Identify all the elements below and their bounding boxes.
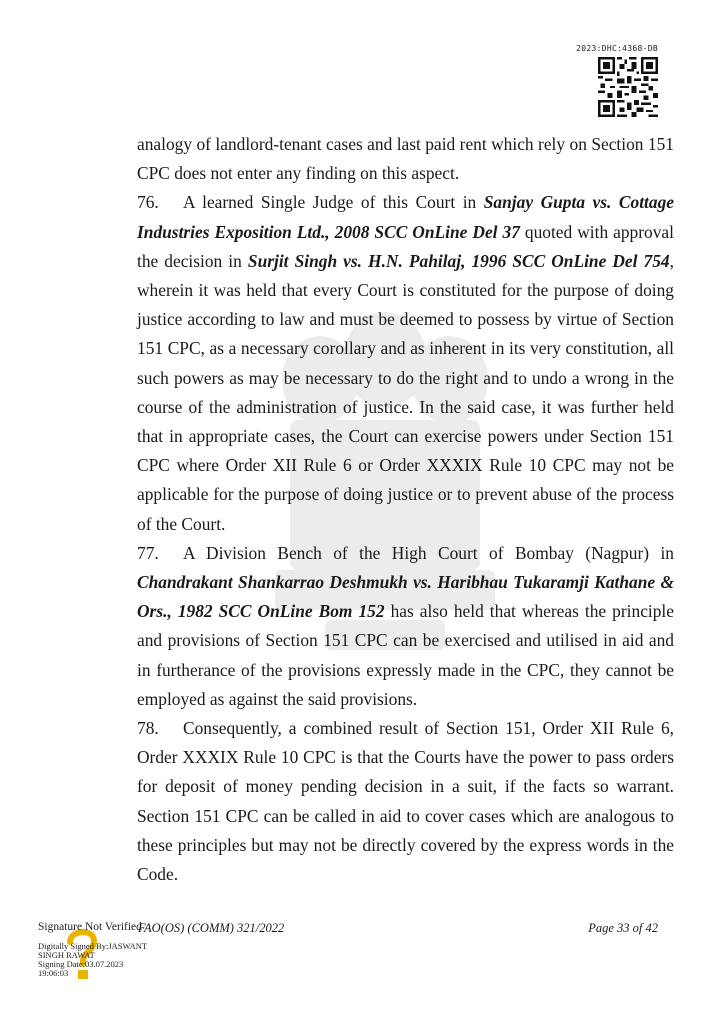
paragraph-continuation <box>137 130 674 188</box>
segment: quoted with approval the decision in <box>137 221 674 271</box>
signature-details <box>38 942 147 978</box>
paragraph-78 <box>137 714 674 889</box>
paragraph-number: 78. <box>137 718 159 739</box>
signature-line: 19:06:03 <box>38 968 69 978</box>
signature-line: Digitally Signed By:JASWANT <box>38 941 148 951</box>
paragraph-76 <box>137 188 674 538</box>
case-citation: Sanjay Gupta vs. Cottage Industries Exposition Ltd., 2008 SCC OnLine Del 37 <box>137 192 674 242</box>
judgment-body <box>137 130 674 889</box>
case-citation: Surjit Singh vs. H.N. Pahilaj, 1996 SCC OnLine Del 754 <box>247 250 670 271</box>
segment: has also held that whereas the principle and provisions of Section 151 CPC can be exercised and utilised in aid and in furtherance of the provisions expressly made in the CPC, they cannot be employed as against the said provisions. <box>137 601 674 709</box>
segment: analogy of landlord-tenant cases and last paid rent which rely on Section 151 CPC does not enter any finding on this aspect. <box>137 134 674 184</box>
paragraph-number: 76. <box>137 192 159 213</box>
signature-line: SINGH RAWAT <box>38 950 95 960</box>
qr-code-icon <box>598 57 658 117</box>
signature-line: Signing Date:03.07.2023 <box>38 959 124 969</box>
page-footer <box>0 921 720 981</box>
paragraph-number: 77. <box>137 542 159 563</box>
segment: , wherein it was held that every Court is constituted for the purpose of doing justice according to law and must be deemed to possess by virtue of Section 151 CPC, as a necessary corollary and as inherent in its very constitution, all such powers as may be necessary to do the right and to undo a wrong in the course of the administration of justice. In the said case, it was further held that in appropriate cases, the Court can exercise powers under Section 151 CPC where Order XII Rule 6 or Order XXXIX Rule 10 CPC may not be applicable for the purpose of doing justice or to prevent abuse of the process of the Court. <box>137 250 674 534</box>
case-citation: Chandrakant Shankarrao Deshmukh vs. Haribhau Tukaramji Kathane & Ors., 1982 SCC OnLine Bom 152 <box>137 572 674 622</box>
paragraph-77 <box>137 539 674 714</box>
neutral-citation-code: 2023:DHC:4368-DB <box>576 44 658 53</box>
page-number: Page 33 of 42 <box>588 921 658 935</box>
signature-status: Signature Not Verified <box>38 921 142 933</box>
segment: Consequently, a combined result of Section 151, Order XII Rule 6, Order XXXIX Rule 10 CPC is that the Courts have the power to pass orders for deposit of money pending decision in a suit, if the facts so warrant. Section 151 CPC can be called in aid to cover cases which are analogous to these principles but may not be directly covered by the express words in the Code. <box>137 718 674 885</box>
segment: A Division Bench of the High Court of Bombay (Nagpur) in <box>183 542 674 563</box>
segment: A learned Single Judge of this Court in <box>183 192 484 213</box>
case-reference: FAO(OS) (COMM) 321/2022 <box>138 921 285 935</box>
